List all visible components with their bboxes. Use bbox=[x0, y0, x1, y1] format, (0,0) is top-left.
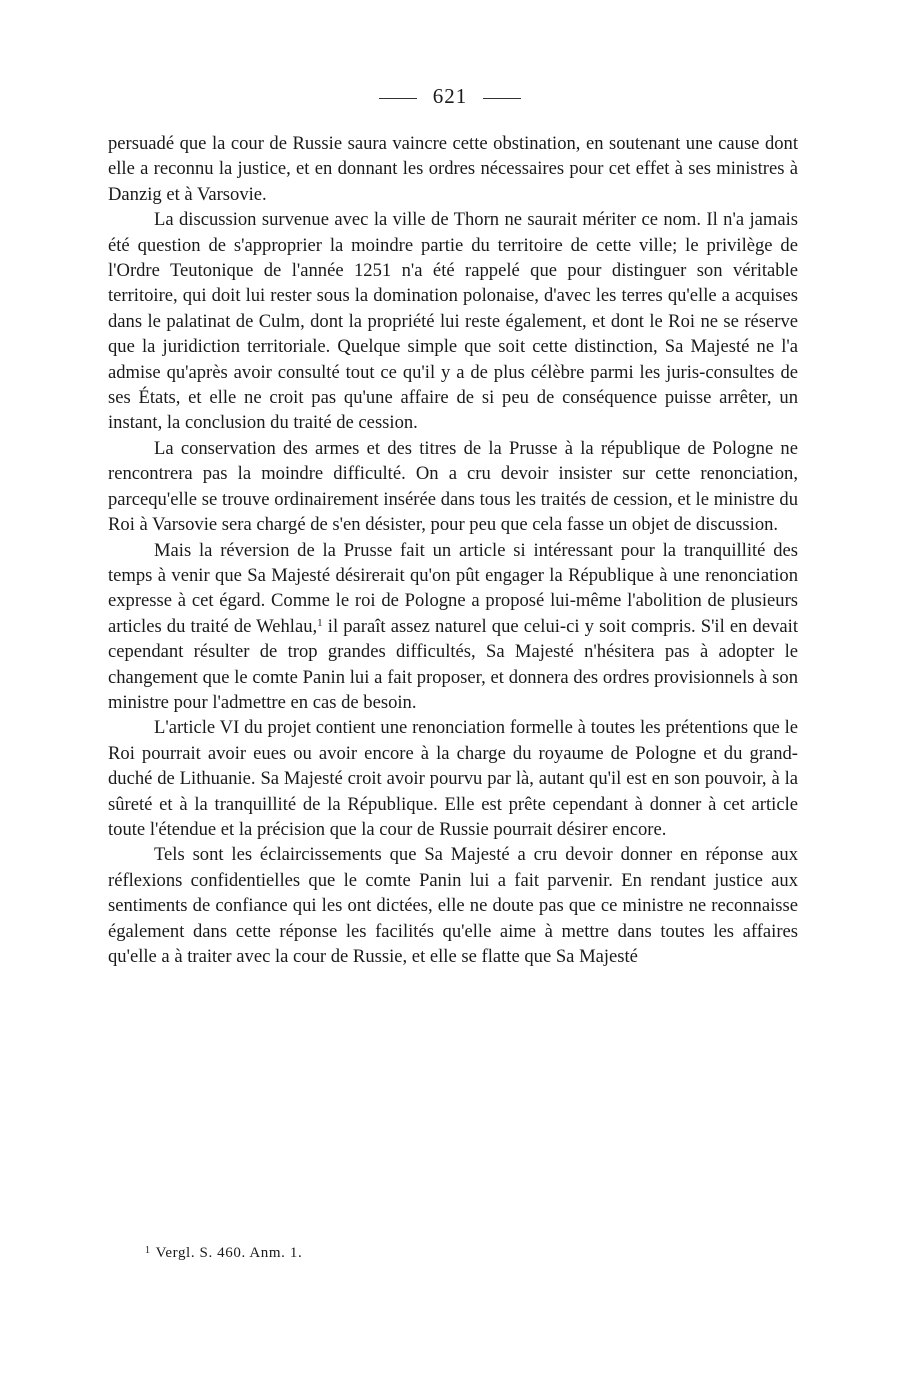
header-rule-left bbox=[379, 98, 417, 99]
header-rule-right bbox=[483, 98, 521, 99]
footnote bbox=[145, 1245, 302, 1262]
footnote-mark: 1 bbox=[145, 1245, 151, 1256]
paragraph-3: La conservation des armes et des titres de la Prusse à la république de Pologne ne rencontrera pas la moindre difficulté. On a cru devoir insister sur cette renonciation, parcequ'elle se trouve ordinairement insérée dans tous les traités de cession, et le ministre du Roi à Varsovie sera chargé de s'en désister, pour peu que cela fasse un objet de discussion. bbox=[108, 437, 798, 536]
page-header bbox=[0, 84, 900, 109]
body-text bbox=[108, 131, 798, 969]
paragraph-4 bbox=[108, 538, 798, 716]
footnote-text: Vergl. S. 460. Anm. 1. bbox=[155, 1245, 303, 1261]
paragraph-4-text-a: Mais la réversion de la Prusse fait un article si intéressant pour la tranquillité des temps à venir que Sa Majesté désirerait qu'on pût engager la République à une renonciation expresse à cet égard. Comme le roi de Pologne a proposé lui-même l'abolition de plusieurs articles du traité de Wehlau, bbox=[108, 539, 798, 637]
paragraph-2: La discussion survenue avec la ville de Thorn ne saurait mériter ce nom. Il n'a jamais été question de s'approprier la moindre partie du territoire de cette ville; le privilège de l'Ordre Teutonique de l'année 1251 n'a été rappelé que pour distinguer son véritable territoire, qui doit lui rester sous la domination polonaise, d'avec les terres qu'elle a acquises dans le palatinat de Culm, dont la propriété lui reste également, et dont le Roi ne se réserve que la juridiction territoriale. Quelque simple que soit cette distinction, Sa Majesté ne l'a admise qu'après avoir consulté tout ce qu'il y a de plus célèbre parmi les juris-consultes de ses États, et elle ne croit pas qu'une affaire de si peu de conséquence puisse arrêter, un instant, la conclusion du traité de cession. bbox=[108, 209, 798, 434]
paragraph-5: L'article VI du projet contient une renonciation formelle à toutes les prétentions que le Roi pourrait avoir eues ou avoir encore à la charge du royaume de Pologne et du grand-duché de Lithuanie. Sa Majesté croit avoir pourvu par là, autant qu'il est en son pouvoir, à la sûreté et à la tranquillité de la République. Elle est prête cependant à donner à cet article toute l'étendue et la précision que la cour de Russie pourrait désirer encore. bbox=[108, 717, 798, 840]
footnote-reference: 1 bbox=[317, 616, 323, 629]
page-number: 621 bbox=[432, 84, 468, 108]
paragraph-4-text-b: il paraît assez naturel que celui-ci y soit compris. S'il en devait cependant résulter de trop grandes difficultés, Sa Majesté n'hésitera pas à adopter le changement que le comte Panin lui a fait proposer, et donnera des ordres provisionnels à son ministre pour l'admettre en cas de besoin. bbox=[108, 615, 798, 713]
paragraph-6: Tels sont les éclaircissements que Sa Majesté a cru devoir donner en réponse aux réflexions confidentielles que le comte Panin lui a fait parvenir. En rendant justice aux sentiments de confiance qui les ont dictées, elle ne doute pas que ce ministre ne reconnaisse également dans cette réponse les facilités qu'elle aime à mettre dans toutes les affaires qu'elle a à traiter avec la cour de Russie, et elle se flatte que Sa Majesté bbox=[108, 844, 798, 967]
paragraph-1: persuadé que la cour de Russie saura vaincre cette obstination, en soutenant une cause dont elle a reconnu la justice, et en donnant les ordres nécessaires pour cet effet à ses ministres à Danzig et à Varsovie. bbox=[108, 133, 798, 205]
